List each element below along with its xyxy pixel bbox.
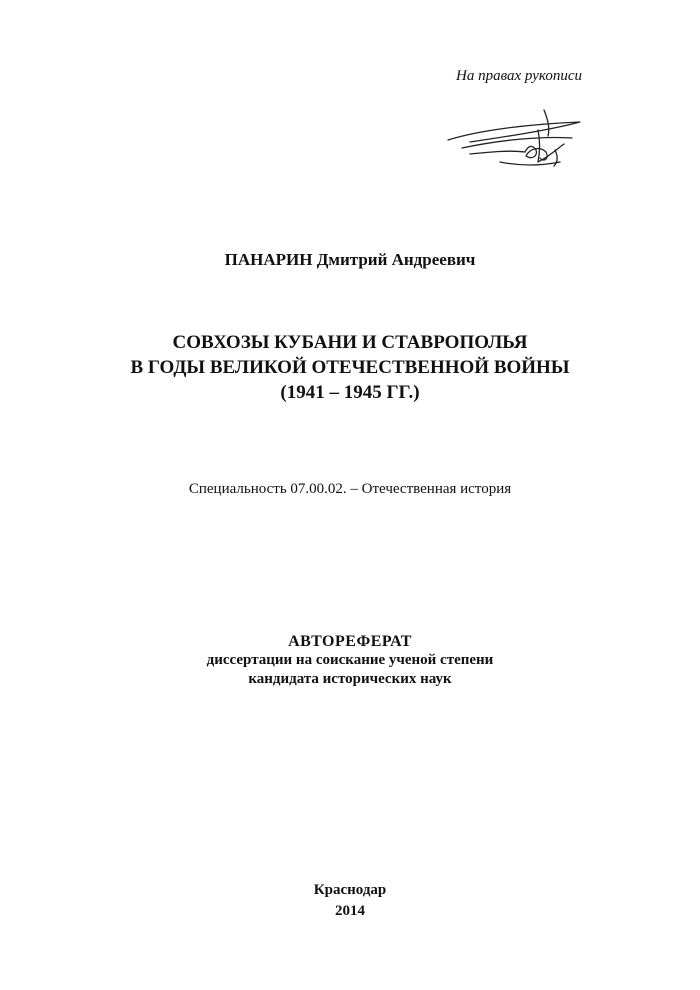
abstract-line-1: диссертации на соискание ученой степени [206,652,494,668]
abstract-label: АВТОРЕФЕРАТ [288,633,412,650]
imprint-year: 2014 [335,903,365,919]
author-given-names: Дмитрий Андреевич [316,250,476,269]
author-surname: ПАНАРИН [224,250,313,269]
handwritten-signature [440,100,590,190]
abstract-block [0,632,700,689]
abstract-line-2: кандидата исторических наук [248,671,452,687]
title-line-1: СОВХОЗЫ КУБАНИ И СТАВРОПОЛЬЯ [172,332,528,353]
rights-note: На правах рукописи [456,68,582,84]
specialty-line: Специальность 07.00.02. – Отечественная история [188,481,512,497]
imprint-city: Краснодар [313,882,387,898]
title-line-2: В ГОДЫ ВЕЛИКОЙ ОТЕЧЕСТВЕННОЙ ВОЙНЫ [130,357,570,378]
imprint-block [0,880,700,922]
dissertation-title [0,330,700,405]
title-line-3: (1941 – 1945 ГГ.) [280,382,420,403]
author-name [0,250,700,270]
